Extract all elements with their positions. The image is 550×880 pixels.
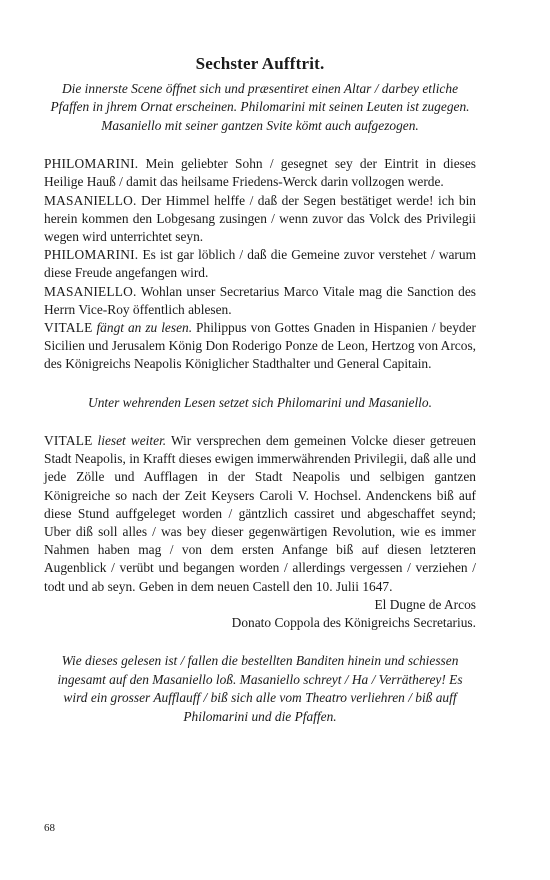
signature-arcos: El Dugne de Arcos (374, 596, 476, 612)
speech-text: Es ist gar löblich / daß die Gemeine zuvor verstehet / warum diese Freude angefangen wird. (44, 247, 477, 281)
speech-philomarini-1 (44, 155, 476, 191)
page-body (44, 54, 476, 726)
stage-direction-inline: lieset weiter. (97, 433, 167, 449)
speech-text: Wohlan unser Secretarius Marco Vitale mag die Sanction des Herrn Vice-Roy öffentlich ablesen. (44, 283, 476, 317)
speaker-name: PHILOMARINI. (44, 156, 139, 172)
speech-philomarini-2 (44, 246, 476, 282)
speech-vitale-2 (44, 432, 476, 596)
speech-text: Wir versprechen dem gemeinen Volcke dieser getreuen Stadt Neapolis, in Krafft dieses ewigen immerwährenden Privilegii, daß alle und jede Zölle und Aufflagen in der Stadt Neapolis und selbigen gantzen Königreiche so nach der Zeit Keysers Caroli V. Hochsel. Andenckens biß auf diese Stund auffgeleget worden / gäntzlich cassiret und abgeschaffet seynd; Uber diß soll alles / was bey dieser gegenwärtigen Revolution, wie es immer Nahmen haben mag / von dem ersten Anfange biß auf diesen letzteren Augenblick / verübt und begangen worden / allerdings vergessen / verziehen / todt und ab seyn. Geben in dem neuen Castell den 10. Julii 1647. (44, 433, 476, 594)
speech-masaniello-2 (44, 283, 476, 319)
speech-text: Philippus von Gottes Gnaden in Hispanien / beyder Sicilien und Jerusalem König Don Roderigo Ponze de Leon, Hertzog von Arcos, des Königreichs Neapolis Königlicher Stadthalter und General Capitain. (44, 320, 476, 372)
signature-coppola: Donato Coppola des Königreichs Secretarius. (231, 615, 476, 631)
stage-direction-closing: Wie dieses gelesen ist / fallen die bestellten Banditen hinein und schiessen ingesamt auf den Masaniello loß. Masaniello schreyt / Ha / Verrätherey! Es wird ein grosser Aufflauff / biß sich alle vom Theatro verliehren / biß auff Philomarini und die Pfaffen. (57, 653, 463, 724)
speech-masaniello-1 (44, 192, 476, 247)
speech-vitale-1 (44, 319, 476, 374)
speaker-name: MASANIELLO. (44, 283, 137, 299)
stage-direction-opening: Die innerste Scene öffnet sich und præsentiret einen Altar / darbey etliche Pfaffen in jhrem Ornat erscheinen. Philomarini mit seinen Leuten ist zugegen. Masaniello mit seiner gantzen Svite kömt auch aufgezogen. (50, 81, 470, 133)
speech-text: Mein geliebter Sohn / gesegnet sey der Eintrit in dieses Heilige Hauß / damit das heilsame Friedens-Werck darin vollzogen werde. (44, 156, 477, 190)
speaker-name: PHILOMARINI. (44, 247, 139, 263)
speaker-name: MASANIELLO. (44, 192, 137, 208)
speaker-name: VITALE (44, 320, 93, 336)
page-number: 68 (44, 822, 55, 834)
stage-direction-inline: fängt an zu lesen. (96, 320, 193, 336)
reading-block (44, 432, 476, 632)
scene-heading: Sechster Aufftrit. (195, 54, 325, 73)
speech-text: Der Himmel helffe / daß der Segen bestätiget werde! ich bin herein kommen den Lobgesang zusingen / wenn zuvor das Volck des Privilegii wegen wird unterrichtet seyn. (44, 192, 476, 245)
speaker-name: VITALE (44, 433, 93, 449)
stage-direction-middle: Unter wehrenden Lesen setzet sich Philomarini und Masaniello. (88, 394, 432, 410)
dialogue-block (44, 155, 476, 373)
